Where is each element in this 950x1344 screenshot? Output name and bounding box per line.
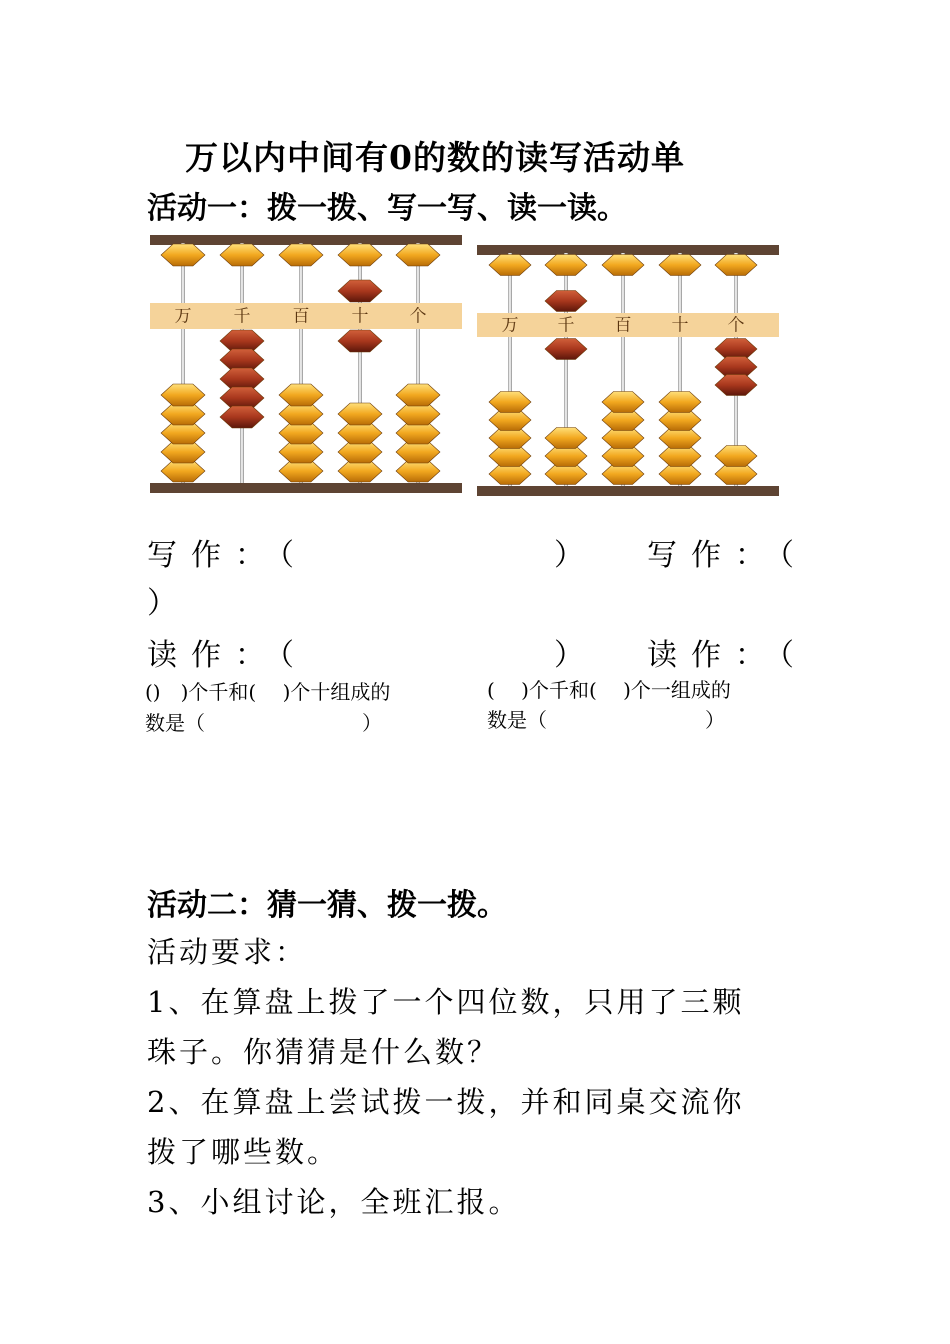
- abacus-2: [477, 243, 782, 500]
- bead-gold: [659, 255, 701, 276]
- bead-gold: [715, 446, 757, 467]
- bead-gold: [715, 255, 757, 276]
- read-label-left: 读作：（: [147, 638, 308, 673]
- bead-gold: [489, 255, 531, 276]
- question-left-line1: () )个千和( )个十组成的: [145, 680, 391, 704]
- read-label-right: 读作：（: [647, 638, 808, 673]
- write-close-right: ）: [147, 586, 191, 621]
- question-right-line2: 数是（: [487, 708, 547, 732]
- activity2-line: 3、小组讨论，全班汇报。: [147, 1185, 521, 1219]
- frame-top: [150, 235, 462, 245]
- bead-gold: [338, 403, 382, 425]
- bead-red: [338, 330, 382, 352]
- page-title: 万以内中间有0的数的读写活动单: [185, 138, 685, 177]
- place-label: 万: [174, 306, 192, 327]
- place-label: 千: [557, 315, 575, 336]
- bead-gold: [602, 392, 644, 413]
- bead-gold: [602, 255, 644, 276]
- bead-gold: [545, 255, 587, 276]
- bead-gold: [161, 244, 205, 266]
- frame-bottom: [150, 483, 462, 493]
- bead-red: [545, 339, 587, 360]
- frame-bottom: [477, 486, 779, 496]
- activity2-requirement-label: 活动要求：: [147, 935, 308, 969]
- bead-red: [545, 291, 587, 312]
- bead-gold: [279, 384, 323, 406]
- bead-gold: [396, 384, 440, 406]
- write-close-left: ）: [554, 538, 598, 573]
- bead-gold: [396, 244, 440, 266]
- place-label: 百: [614, 315, 632, 336]
- activity2-line: 拨了哪些数。: [147, 1135, 340, 1169]
- bead-gold: [279, 244, 323, 266]
- activity2-line: 1、在算盘上拨了一个四位数，只用了三颗: [147, 985, 745, 1019]
- activity2-line: 2、在算盘上尝试拨一拨，并和同桌交流你: [147, 1085, 745, 1119]
- abacus-1: [150, 233, 465, 498]
- question-left-line2: 数是（: [145, 711, 205, 735]
- bead-gold: [489, 392, 531, 413]
- bead-red: [338, 280, 382, 302]
- place-label: 百: [292, 306, 310, 327]
- bead-gold: [220, 244, 264, 266]
- bead-red: [715, 375, 757, 396]
- question-right-close: ）: [705, 708, 725, 732]
- question-left-close: ）: [362, 711, 382, 735]
- place-label: 万: [501, 315, 519, 336]
- frame-top: [477, 245, 779, 255]
- write-label-left: 写作：（: [147, 538, 308, 573]
- bead-gold: [545, 428, 587, 449]
- place-label: 十: [351, 306, 369, 327]
- place-label: 千: [233, 306, 251, 327]
- question-right-line1: ( )个千和( )个一组成的: [487, 678, 731, 702]
- activity2-line: 珠子。你猜猜是什么数？: [147, 1035, 500, 1069]
- bead-gold: [161, 384, 205, 406]
- bead-gold: [659, 392, 701, 413]
- place-label: 十: [671, 315, 689, 336]
- write-label-right: 写作：（: [647, 538, 808, 573]
- bead-red: [220, 406, 264, 428]
- activity1-heading: 活动一：拨一拨、写一写、读一读。: [147, 191, 627, 226]
- place-label: 个: [409, 306, 427, 327]
- read-close-left: ）: [554, 638, 598, 673]
- bead-gold: [338, 244, 382, 266]
- activity2-heading: 活动二：猜一猜、拨一拨。: [147, 888, 507, 923]
- place-label: 个: [727, 315, 745, 336]
